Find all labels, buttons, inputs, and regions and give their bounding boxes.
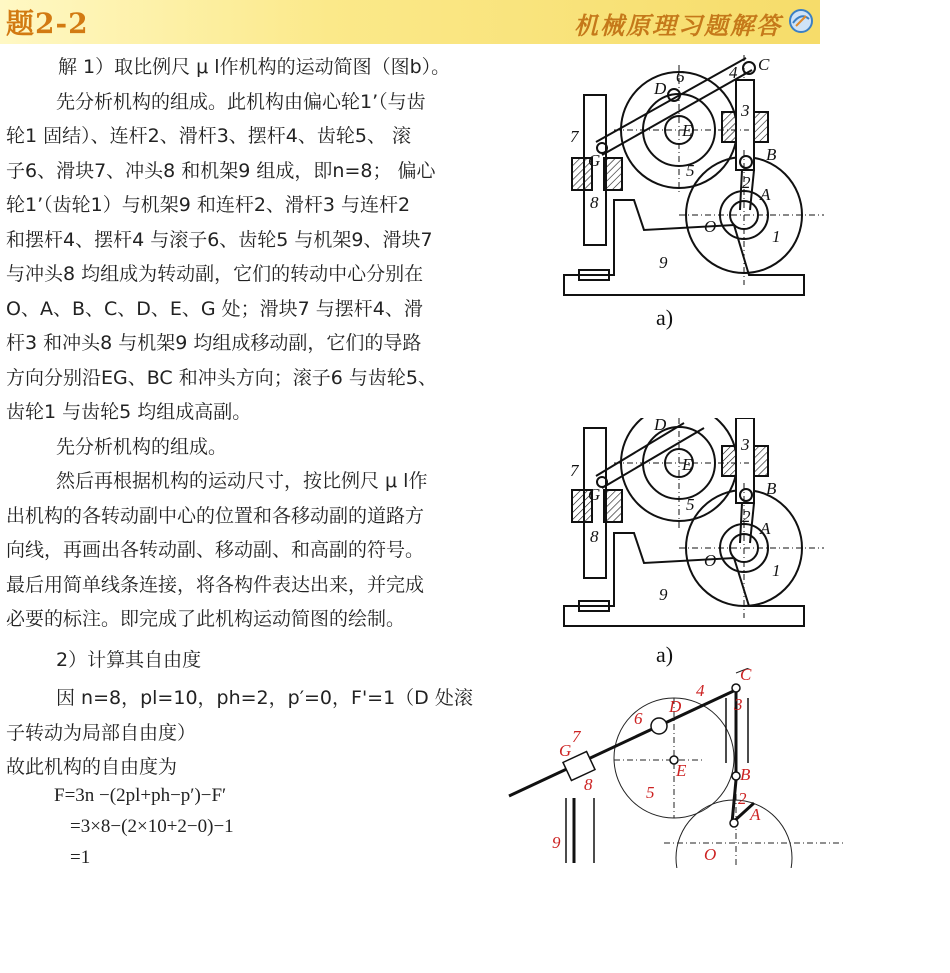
text-line: 轮1 固结）、连杆2、滑杆3、摆杆4、齿轮5、 滚 — [6, 125, 412, 147]
label-C: C — [758, 55, 770, 74]
solution-text — [6, 50, 506, 785]
label-5: 5 — [646, 783, 655, 802]
label-8: 8 — [584, 775, 593, 794]
label-9: 9 — [659, 585, 668, 604]
label-4: 4 — [729, 63, 738, 82]
label-7: 7 — [570, 127, 579, 146]
label-9: 9 — [659, 253, 668, 272]
mechanism-figure-1 — [504, 50, 844, 305]
text-line: 然后再根据机构的运动尺寸，按比例尺 μ l作 — [56, 470, 428, 492]
figure-1-caption: a) — [656, 305, 674, 330]
label-D: D — [669, 697, 682, 716]
label-3: 3 — [734, 695, 743, 714]
label-7: 7 — [570, 461, 579, 480]
formula-line: F=3n −(2pl+ph−p′)−F′ — [54, 785, 227, 806]
label-6: 6 — [634, 709, 643, 728]
text-line: 与冲头8 均组成为转动副，它们的转动中心分别在 — [6, 263, 424, 285]
formula-line: =3×8−(2×10+2−0)−1 — [70, 816, 234, 837]
text-line: O、A、B、C、D、E、G 处；滑块7 与摆杆4、滑 — [6, 297, 423, 320]
label-E: E — [676, 761, 687, 780]
label-C: C — [740, 668, 752, 684]
text-line: 故此机构的自由度为 — [6, 756, 178, 778]
text-line: 因 n=8，pl=10，ph=2，p′=0，F'=1（D 处滚 — [56, 687, 473, 709]
kinematic-sketch — [504, 668, 849, 868]
logo-icon — [788, 8, 814, 34]
header-bar — [0, 0, 820, 44]
label-2: 2 — [738, 789, 747, 808]
label-8: 8 — [590, 527, 599, 546]
label-O: O — [704, 551, 717, 570]
dof-formula — [54, 780, 234, 873]
text-line: 方向分别沿EG、BC 和冲头方向；滚子6 与齿轮5、 — [6, 366, 437, 389]
formula-line: =1 — [70, 847, 91, 868]
text-line: 子6、滑块7、冲头8 和机架9 组成，即n=8； 偏心 — [6, 159, 436, 182]
text-line: 最后用简单线条连接，将各构件表达出来，并完成 — [6, 573, 425, 596]
label-2: 2 — [742, 173, 751, 192]
text-line: 轮1’（齿轮1）与机架9 和连杆2、滑杆3 与连杆2 — [6, 194, 411, 216]
label-9: 9 — [552, 833, 561, 852]
label-G: G — [588, 485, 601, 504]
label-D: D — [654, 79, 667, 98]
text-line: 和摆杆4、摆杆4 与滚子6、齿轮5 与机架9、滑块7 — [6, 228, 433, 251]
label-A: A — [760, 519, 771, 538]
label-1: 1 — [772, 561, 781, 580]
label-G: G — [588, 151, 601, 170]
mechanism-figure-2 — [504, 418, 844, 633]
text-line: 先分析机构的组成。 — [56, 435, 228, 458]
text-line: 向线，再画出各转动副、移动副、和高副的符号。 — [6, 539, 425, 561]
label-A: A — [760, 185, 771, 204]
text-line: 2）计算其自由度 — [56, 648, 202, 671]
label-1: 1 — [772, 227, 781, 246]
label-O: O — [704, 845, 717, 864]
label-4: 4 — [696, 681, 705, 700]
book-title: 机械原理习题解答 — [574, 11, 782, 40]
label-A: A — [750, 805, 761, 824]
label-D: D — [654, 418, 667, 434]
label-3: 3 — [741, 101, 750, 120]
page-title: 题2-2 — [6, 7, 89, 40]
text-line: 齿轮1 与齿轮5 均组成高副。 — [6, 401, 252, 423]
label-E: E — [682, 455, 693, 474]
label-3: 3 — [741, 435, 750, 454]
label-B: B — [740, 765, 751, 784]
text-line: 解 1）取比例尺 μ l作机构的运动简图（图b）。 — [58, 56, 451, 78]
text-line: 子转动为局部自由度） — [6, 721, 197, 744]
label-5: 5 — [686, 495, 695, 514]
text-line: 出机构的各转动副中心的位置和各移动副的道路方 — [6, 504, 425, 527]
label-E: E — [682, 121, 693, 140]
label-O: O — [704, 217, 717, 236]
text-line: 杆3 和冲头8 与机架9 均组成移动副，它们的导路 — [6, 332, 422, 354]
label-6: 6 — [676, 67, 685, 86]
label-G: G — [559, 741, 572, 760]
label-8: 8 — [590, 193, 599, 212]
label-5: 5 — [686, 161, 695, 180]
label-2: 2 — [742, 507, 751, 526]
label-B: B — [766, 479, 777, 498]
figure-2-caption: a) — [656, 642, 674, 667]
label-B: B — [766, 145, 777, 164]
text-line: 先分析机构的组成。此机构由偏心轮1’（与齿 — [56, 90, 426, 113]
label-7: 7 — [572, 727, 581, 746]
text-line: 必要的标注。即完成了此机构运动简图的绘制。 — [6, 608, 406, 630]
